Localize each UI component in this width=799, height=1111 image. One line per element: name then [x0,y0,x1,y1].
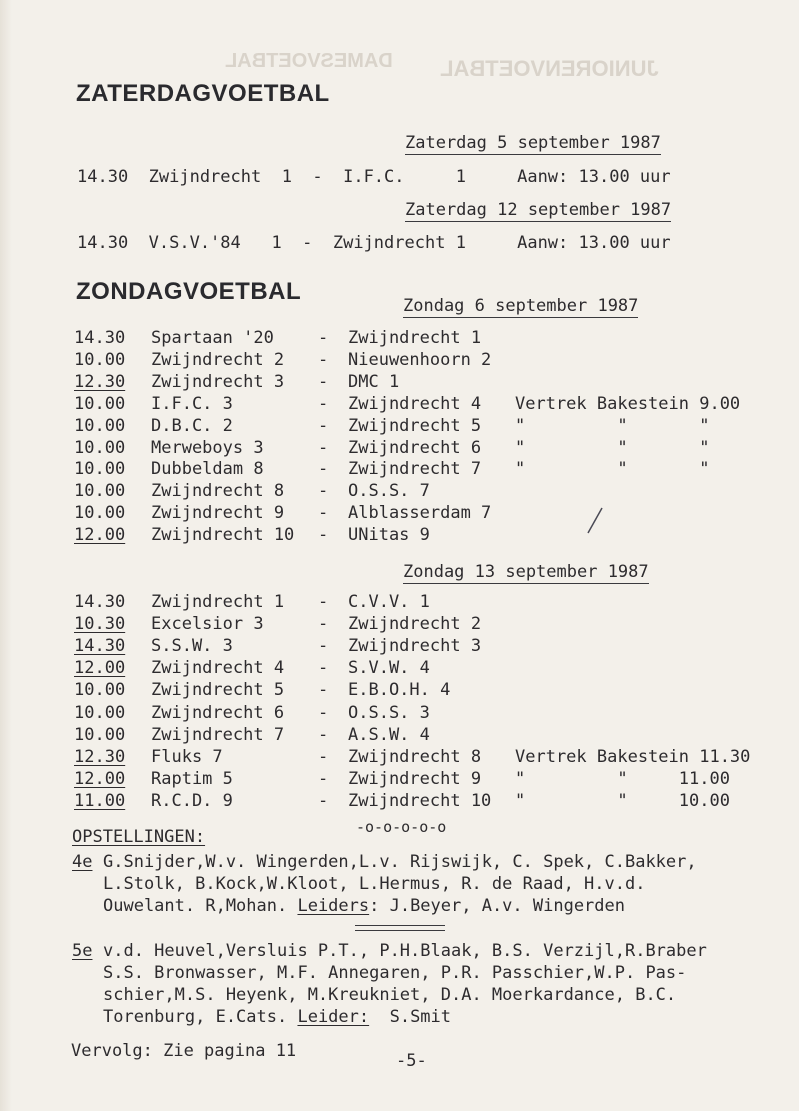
team5-line-4a: Torenburg, E.Cats. [103,1007,298,1027]
match-time: 14.30 [74,592,126,612]
match-dash: - [318,328,329,348]
ghost-text-b: DAMESVOETBAL [225,50,393,72]
match-time: 10.00 [74,481,126,502]
team5-line-3: schier,M.S. Heyenk, M.Kreukniet, D.A. Moerkardance, B.C. [103,985,677,1005]
team4-leiders-names: : J.Beyer, A.v. Wingerden [369,896,625,916]
match-time: 14.30 [74,636,126,657]
match-away-team: O.S.S. 7 [348,481,430,502]
match-time: 10.00 [74,349,126,370]
match-away-team: DMC 1 [348,371,400,392]
sun-date-2: Zondag 13 september 1987 [403,562,649,582]
match-away-team: Zwijndrecht 3 [348,636,482,657]
match-time: 10.30 [74,614,126,635]
match-time: 10.00 [74,503,126,524]
match-home-team: S.S.W. 3 [151,636,233,657]
match-home-team: Dubbeldam 8 [151,459,264,480]
match-away-team: Zwijndrecht 4 [348,393,482,414]
match-dash: - [318,481,329,502]
team4-label: 4e [72,852,93,872]
team5-leider-name: S.Smit [369,1007,452,1027]
match-home-team: R.C.D. 9 [151,790,233,811]
match-away-team: Zwijndrecht 2 [348,614,482,635]
match-dash: - [318,614,329,635]
match-away-team: Alblasserdam 7 [348,503,492,524]
team5-line-4 [103,1007,451,1027]
match-time: 12.00 [74,658,126,679]
match-away-team: O.S.S. 3 [348,702,430,723]
sun-date-1: Zondag 6 september 1987 [403,296,639,316]
match-home-team: Zwijndrecht 7 [151,724,285,745]
match-time: 10.00 [74,680,126,701]
match-dash: - [318,768,329,789]
match-home-team: I.F.C. 3 [151,393,233,414]
match-dash: - [318,724,329,745]
match-dash: - [318,415,329,436]
match-away-team: E.B.O.H. 4 [348,680,451,701]
match-dash: - [318,746,329,767]
match-time: 14.30 [74,328,126,348]
match-dash: - [318,349,329,370]
match-time: 10.00 [74,702,126,723]
match-away-team: Zwijndrecht 1 [348,328,482,348]
team5-line-1: v.d. Heuvel,Versluis P.T., P.H.Blaak, B.S. Verzijl,R.Braber [103,941,707,961]
match-dash: - [318,592,329,612]
match-away-team: Zwijndrecht 10 [348,790,492,811]
heading-zondagvoetbal: ZONDAGVOETBAL [76,278,302,305]
team4-line-2: L.Stolk, B.Kock,W.Kloot, L.Hermus, R. de Raad, H.v.d. [103,874,646,894]
match-time: 12.30 [74,746,126,767]
team4-leiders-label: Leiders [297,896,370,916]
match-time: 10.00 [74,459,126,480]
match-dash: - [318,658,329,679]
match-note: Vertrek Bakestein 9.00 [515,393,741,414]
vervolg-note: Vervolg: Zie pagina 11 [71,1041,297,1061]
match-dash: - [318,503,329,524]
match-away-team: UNitas 9 [348,525,430,546]
match-dash: - [318,371,329,392]
heading-zaterdagvoetbal: ZATERDAGVOETBAL [76,80,330,107]
match-away-team: Zwijndrecht 7 [348,459,482,480]
team4-line-1: G.Snijder,W.v. Wingerden,L.v. Rijswijk, C. Spek, C.Bakker, [103,852,697,872]
team4-line-3 [103,896,625,916]
match-home-team: Spartaan '20 [151,328,274,348]
page-fold-shadow [0,0,12,1111]
match-away-team: Zwijndrecht 8 [348,746,482,767]
match-home-team: Zwijndrecht 6 [151,702,285,723]
match-away-team: Nieuwenhoorn 2 [348,349,492,370]
separator: -o-o-o-o-o [356,818,447,836]
match-home-team: Zwijndrecht 3 [151,371,285,392]
match-note: Vertrek Bakestein 11.30 [515,746,751,767]
match-home-team: Zwijndrecht 2 [151,349,285,370]
match-note: " " " [515,415,710,436]
match-away-team: C.V.V. 1 [348,592,430,612]
match-home-team: Zwijndrecht 5 [151,680,285,701]
match-dash: - [318,636,329,657]
match-dash: - [318,702,329,723]
match-home-team: Zwijndrecht 1 [151,592,285,612]
match-time: 10.00 [74,393,126,414]
match-home-team: Excelsior 3 [151,614,264,635]
match-time: 10.00 [74,437,126,458]
match-home-team: Zwijndrecht 4 [151,658,285,679]
page-number: -5- [396,1051,427,1071]
match-dash: - [318,459,329,480]
match-note: " " 11.00 [515,768,730,789]
sat-match-2: 14.30 V.S.V.'84 1 - Zwijndrecht 1 Aanw: 13.00 uur [77,233,671,253]
match-dash: - [318,790,329,811]
match-time: 12.00 [74,768,126,789]
match-home-team: Zwijndrecht 9 [151,503,285,524]
match-dash: - [318,525,329,546]
team5-leider-label: Leider: [297,1007,370,1027]
match-home-team: Merweboys 3 [151,437,264,458]
match-note: " " " [515,459,710,480]
sat-date-2: Zaterdag 12 september 1987 [405,200,672,220]
match-home-team: Fluks 7 [151,746,223,767]
match-time: 12.00 [74,525,126,546]
match-dash: - [318,680,329,701]
match-away-team: S.V.W. 4 [348,658,430,679]
match-home-team: Zwijndrecht 10 [151,525,295,546]
match-dash: - [318,393,329,414]
match-time: 11.00 [74,790,126,811]
team4-line-3a: Ouwelant. R,Mohan. [103,896,298,916]
opstellingen-title: OPSTELLINGEN: [72,827,206,847]
team5-label: 5e [72,941,93,961]
match-away-team: Zwijndrecht 9 [348,768,482,789]
sat-match-1: 14.30 Zwijndrecht 1 - I.F.C. 1 Aanw: 13.00 uur [77,167,671,187]
match-time: 10.00 [74,724,126,745]
match-away-team: Zwijndrecht 5 [348,415,482,436]
team5-line-2: S.S. Bronwasser, M.F. Annegaren, P.R. Passchier,W.P. Pas- [103,963,687,983]
match-dash: - [318,437,329,458]
double-rule [355,925,445,931]
ghost-text-a: JUNIORENVOETBAL [440,56,659,81]
match-time: 10.00 [74,415,126,436]
match-away-team: A.S.W. 4 [348,724,430,745]
match-time: 12.30 [74,371,126,392]
pen-tick-mark [582,505,606,539]
sat-date-1: Zaterdag 5 september 1987 [405,133,661,153]
match-away-team: Zwijndrecht 6 [348,437,482,458]
match-note: " " 10.00 [515,790,730,811]
match-home-team: Zwijndrecht 8 [151,481,285,502]
match-note: " " " [515,437,710,458]
match-home-team: Raptim 5 [151,768,233,789]
match-home-team: D.B.C. 2 [151,415,233,436]
